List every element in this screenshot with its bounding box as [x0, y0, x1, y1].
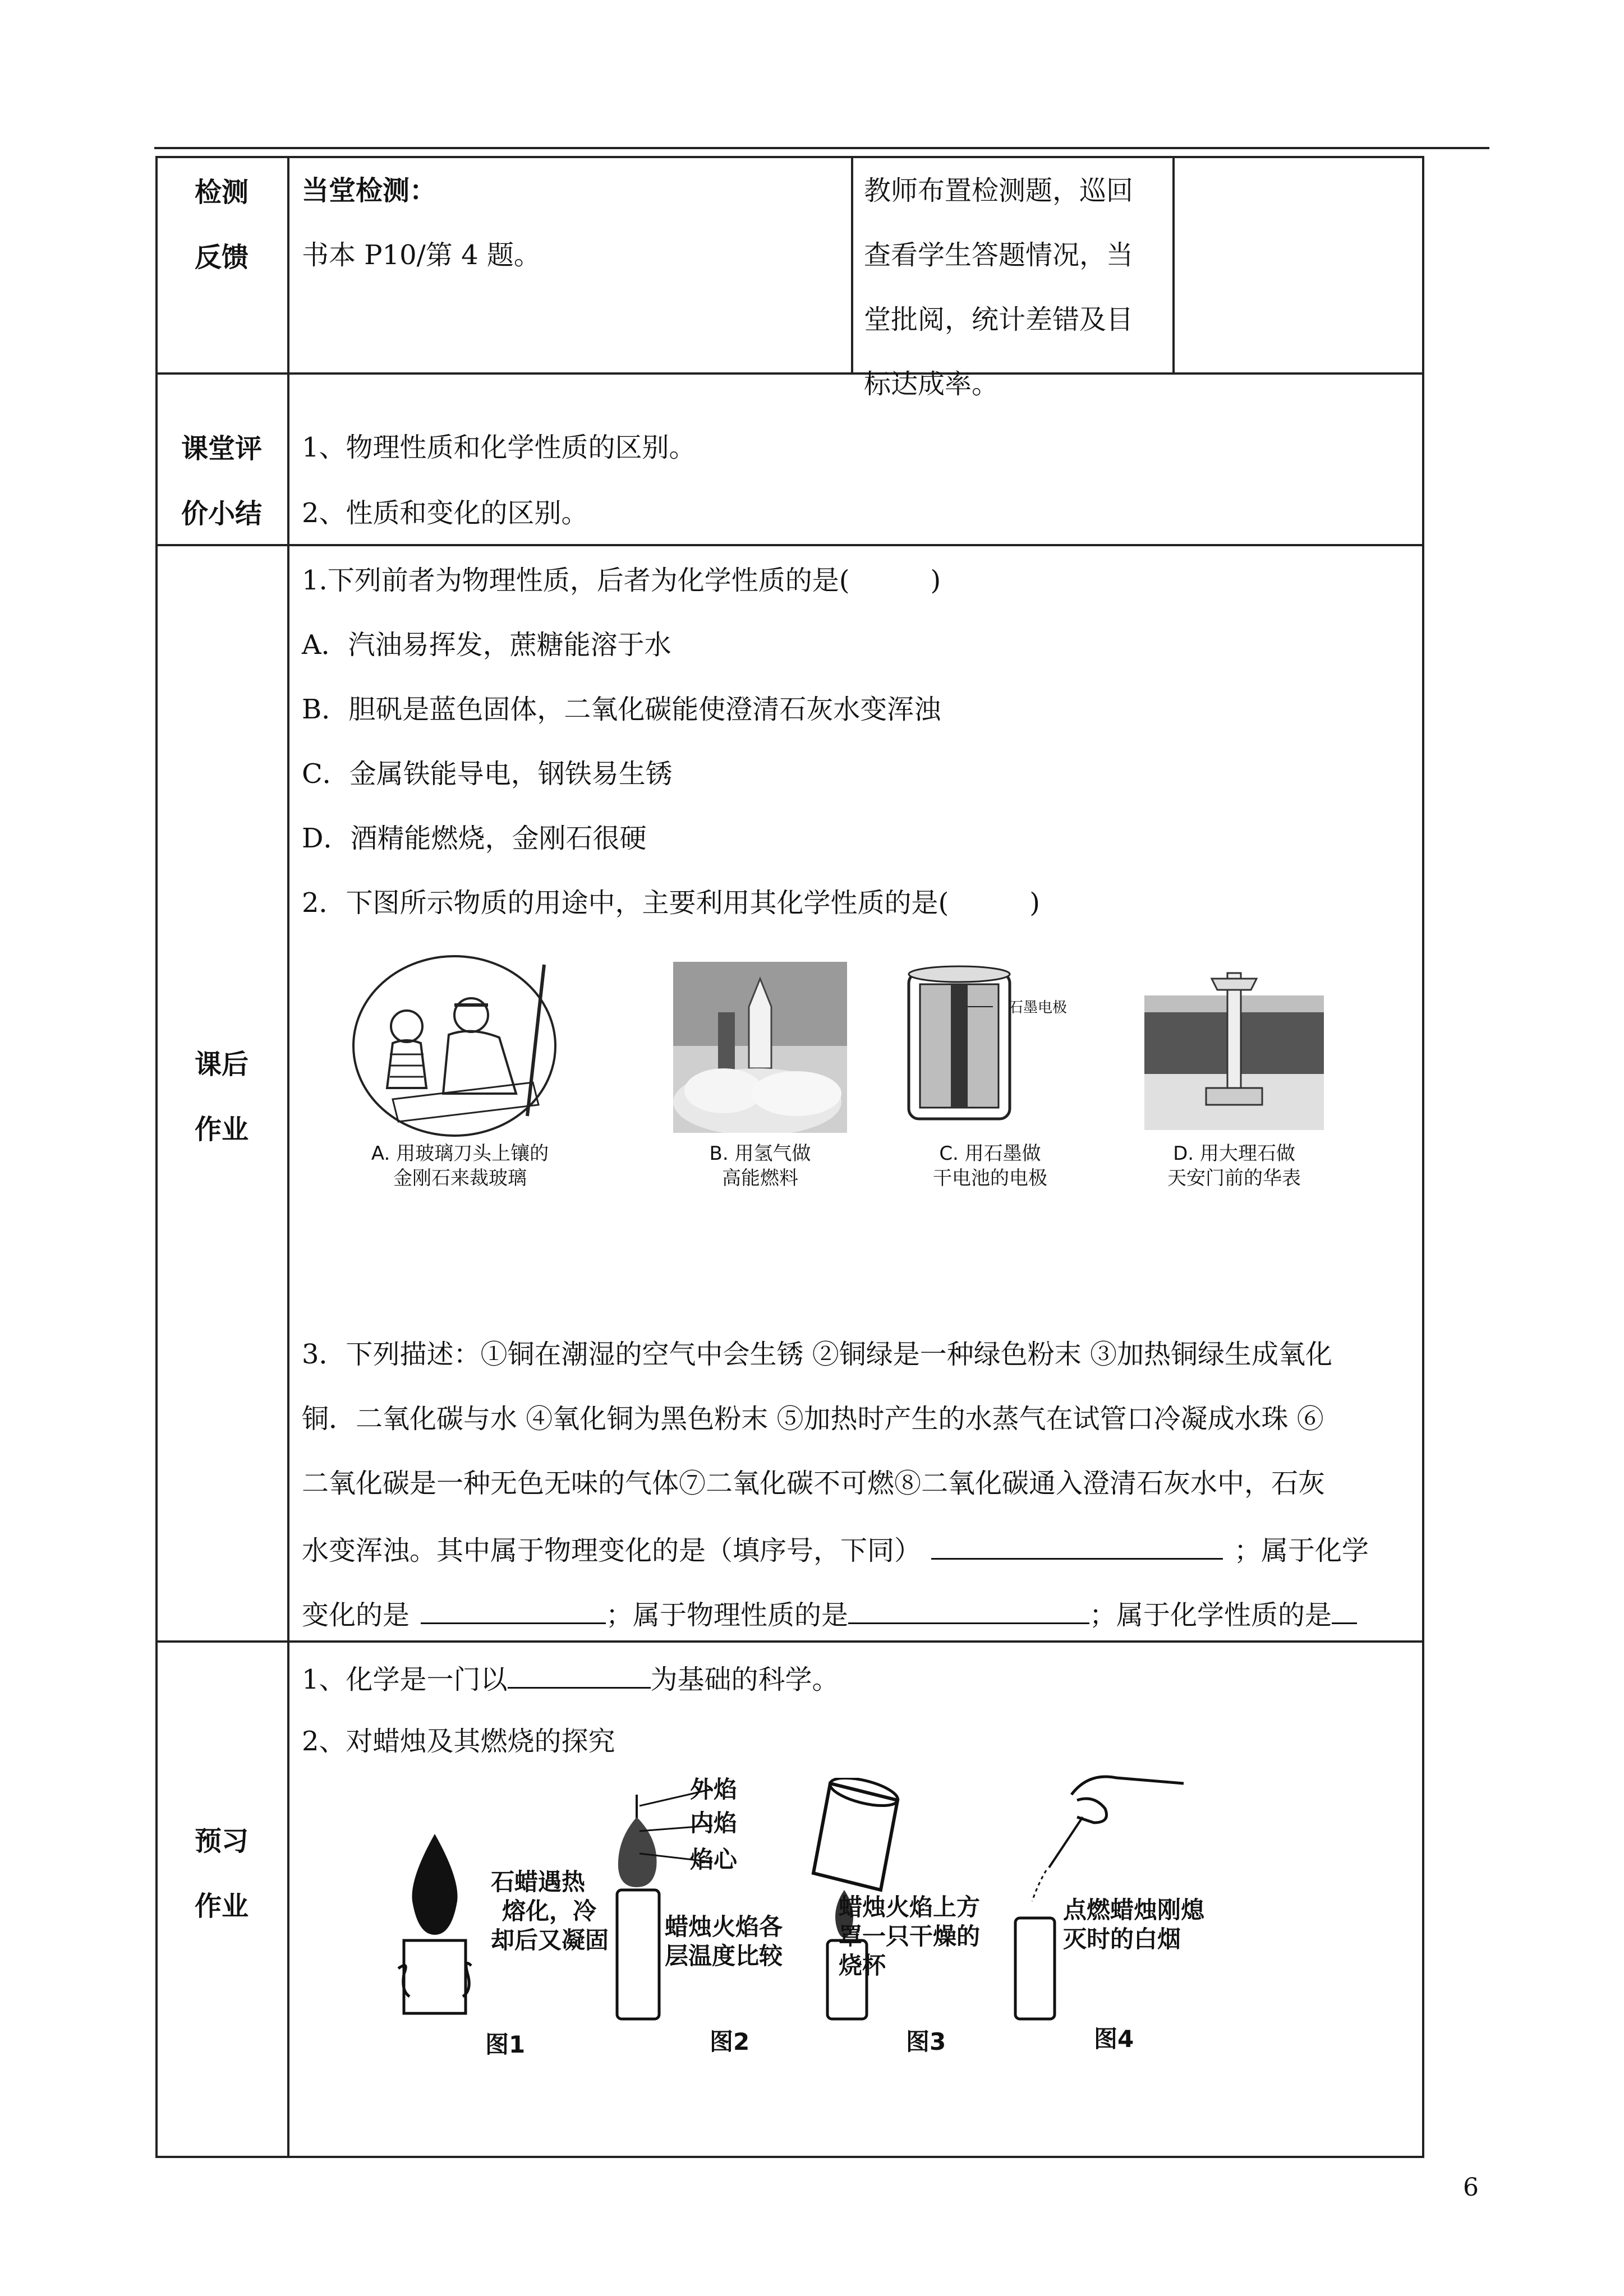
figure-a-caption: A. 用玻璃刀头上镶的 金刚石来裁玻璃	[371, 1142, 549, 1190]
figure-3-name: 图3	[906, 2028, 946, 2055]
figure-2-name: 图2	[710, 2028, 750, 2055]
answer-blank-chemical-property[interactable]	[1332, 1596, 1357, 1624]
row-divider-3	[155, 1640, 1424, 1643]
candle-figure-1-text: 石蜡遇热 熔化，冷 却后又凝固	[491, 1868, 609, 1954]
figure-c-dry-battery	[898, 962, 1083, 1130]
flame-core-label: 焰心	[690, 1846, 738, 1873]
preview-item-1: 1、化学是一门以 为基础的科学。	[302, 1660, 839, 1696]
q1-option-c: C．金属铁能导电，钢铁易生锈	[302, 758, 673, 790]
figure-d-caption: D. 用大理石做 天安门前的华表	[1167, 1142, 1301, 1190]
candle-figure-4-text: 点燃蜡烛刚熄 灭时的白烟	[1063, 1896, 1205, 1953]
row-divider-1	[155, 372, 1424, 375]
col-divider-teacher	[851, 156, 853, 374]
question-3-line-5: 变化的是 ；属于物理性质的是 ；属于化学性质的是	[302, 1596, 1357, 1632]
page-number: 6	[1463, 2173, 1479, 2202]
question-3-line-4: 水变浑浊。其中属于物理变化的是（填序号，下同） ；属于化学	[302, 1531, 1369, 1567]
graphite-electrode-label: 石墨电极	[1008, 999, 1067, 1016]
question-1: 1.下列前者为物理性质，后者为化学性质的是( )	[302, 565, 941, 596]
col-divider-notes	[1172, 156, 1175, 374]
figure-d-huabiao-pillar	[1144, 962, 1324, 1130]
summary-label: 课堂评 价小结	[181, 433, 262, 529]
flame-outer-label: 外焰	[690, 1776, 738, 1803]
summary-item-2: 2、性质和变化的区别。	[302, 497, 588, 529]
figure-a-glass-cutting	[348, 953, 572, 1138]
candle-figure-4-icon	[999, 1761, 1200, 2025]
figure-b-hydrogen-rocket	[673, 962, 847, 1133]
question-3-line-2: 铜．二氧化碳与水 ④氧化铜为黑色粉末 ⑤加热时产生的水蒸气在试管口冷凝成水珠 ⑥	[302, 1403, 1324, 1435]
question-2: 2．下图所示物质的用途中，主要利用其化学性质的是( )	[302, 887, 1040, 919]
question-3-line-3: 二氧化碳是一种无色无味的气体⑦二氧化碳不可燃⑧二氧化碳通入澄清石灰水中，石灰	[302, 1468, 1326, 1499]
answer-blank-chemical-change[interactable]	[421, 1596, 606, 1624]
candle-figure-3-text: 蜡烛火焰上方 罩一只干燥的 烧杯	[839, 1893, 981, 1979]
answer-blank-physical-change[interactable]	[931, 1531, 1223, 1560]
preview-item-2: 2、对蜡烛及其燃烧的探究	[302, 1726, 615, 1757]
feedback-label: 检测 反馈	[194, 177, 249, 273]
candle-figure-1-icon	[387, 1828, 482, 2019]
candle-figure-2-text: 蜡烛火焰各 层温度比较	[665, 1913, 783, 1970]
row-divider-2	[155, 544, 1424, 546]
figure-1-name: 图1	[485, 2031, 526, 2058]
summary-item-1: 1、物理性质和化学性质的区别。	[302, 432, 696, 463]
flame-inner-label: 内焰	[690, 1809, 738, 1837]
preview-label: 预习 作业	[194, 1825, 249, 1922]
figure-4-name: 图4	[1094, 2025, 1134, 2053]
q1-option-a: A．汽油易挥发，蔗糖能溶于水	[302, 629, 671, 661]
question-3-line-1: 3．下列描述：①铜在潮湿的空气中会生锈 ②铜绿是一种绿色粉末 ③加热铜绿生成氧化	[302, 1339, 1333, 1370]
feedback-heading: 当堂检测：	[302, 175, 437, 206]
header-rule	[154, 147, 1489, 149]
q1-option-d: D．酒精能燃烧，金刚石很硬	[302, 823, 647, 854]
figure-b-caption: B. 用氢气做 高能燃料	[709, 1142, 811, 1190]
answer-blank-chemistry-basis[interactable]	[508, 1660, 651, 1689]
feedback-content: 书本 P10/第 4 题。	[302, 239, 541, 271]
answer-blank-physical-property[interactable]	[848, 1596, 1089, 1624]
figure-c-caption: C. 用石墨做 干电池的电极	[933, 1142, 1047, 1190]
q1-option-b: B．胆矾是蓝色固体，二氧化碳能使澄清石灰水变浑浊	[302, 694, 941, 725]
homework-label: 课后 作业	[194, 1049, 249, 1145]
